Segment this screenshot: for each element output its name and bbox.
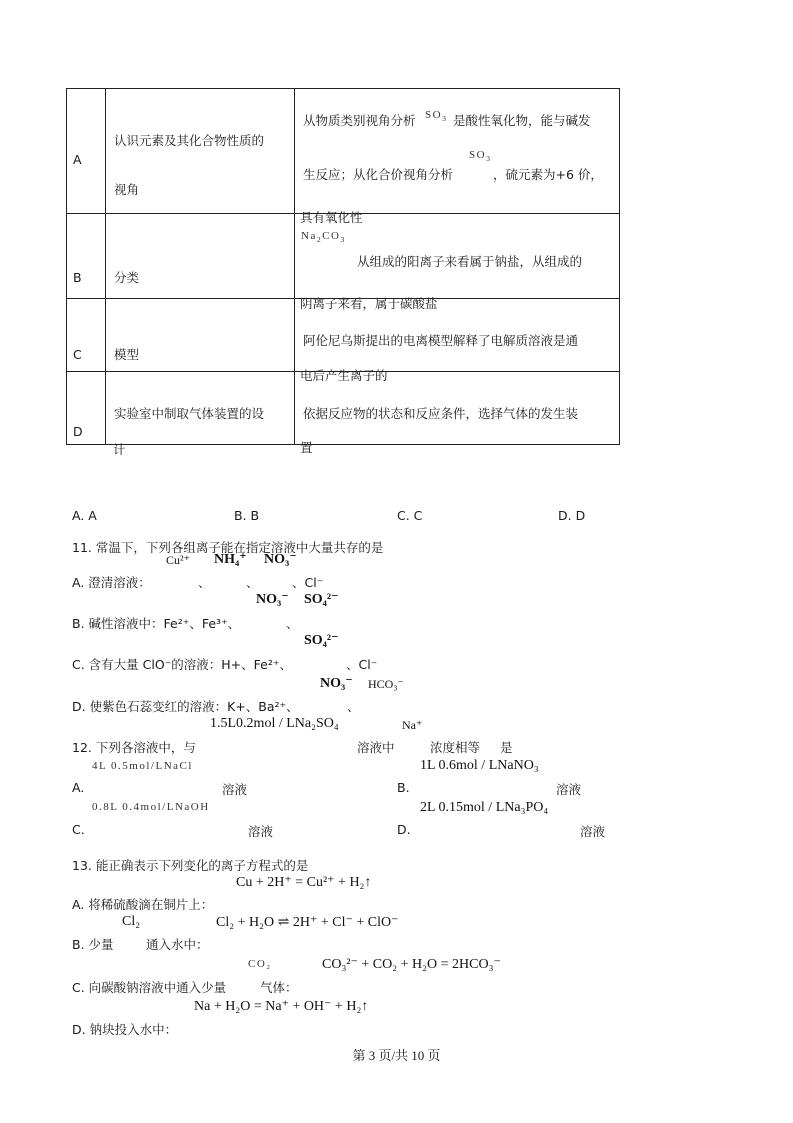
q12-option-c: C. <box>72 822 85 837</box>
row-category: 认识元素及其化合物性质的 <box>114 133 265 148</box>
q12-formula: 1.5L0.2mol / LNa₂SO₄ <box>210 716 339 731</box>
q10-option-b: B. B <box>234 508 260 523</box>
q11-option-c-tail: 、Cl⁻ <box>346 657 378 672</box>
q12-option-d-formula: 2L 0.15mol / LNa₃PO₄ <box>420 800 549 815</box>
row-category: 分类 <box>114 270 140 285</box>
formula-so3: $SO_3$ <box>425 109 448 124</box>
q13-stem: 13. 能正确表示下列变化的离子方程式的是 <box>72 858 309 873</box>
q11-option-a-tail: 、Cl⁻ <box>292 575 324 590</box>
q13-option-c-tail: 气体： <box>260 980 298 995</box>
options-table <box>66 88 620 445</box>
ion: NO₃⁻ <box>256 592 289 607</box>
equation: Cl₂ + H₂O ⇌ 2H⁺ + Cl⁻ + ClO⁻ <box>216 915 399 930</box>
row-letter: A <box>73 152 82 167</box>
ion: SO₄²⁻ <box>304 633 339 648</box>
q12-option-b-formula: 1L 0.6mol / LNaNO₃ <box>420 758 539 773</box>
separator: 、 <box>347 699 360 714</box>
separator: 、 <box>198 575 211 590</box>
q12-option-b-tail: 溶液 <box>556 782 582 797</box>
ion: HCO₃⁻ <box>368 677 404 691</box>
q10-option-a: A. A <box>72 508 97 523</box>
equation: Cu + 2H⁺ = Cu²⁺ + H₂↑ <box>236 875 372 890</box>
row-desc: 是酸性氧化物，能与碱发 <box>453 113 591 128</box>
q11-stem: 11. 常温下，下列各组离子能在指定溶液中大量共存的是 <box>72 540 384 555</box>
q12-option-c-tail: 溶液 <box>248 824 274 839</box>
ion: Cu²⁺ <box>166 553 190 567</box>
row-desc-overflow: 具有氧化性 <box>300 210 363 225</box>
row-letter: B <box>73 270 82 285</box>
q13-option-b-tail: 通入水中： <box>146 937 209 952</box>
q12-stem: 浓度相等 <box>430 740 481 755</box>
ion: Na⁺ <box>402 718 423 732</box>
row-desc: 从物质类别视角分析 <box>303 113 416 128</box>
q12-stem: 溶液中 <box>357 740 395 755</box>
ion: SO₄²⁻ <box>304 592 339 607</box>
q12-option-a-tail: 溶液 <box>222 782 248 797</box>
row-category-overflow: 计 <box>113 442 126 457</box>
q10-option-d: D. D <box>558 508 586 523</box>
q10-option-c: C. C <box>397 508 423 523</box>
formula-cl2: Cl₂ <box>122 914 141 929</box>
q12-stem: 是 <box>500 740 513 755</box>
row-desc: 从组成的阳离子来看属于钠盐，从组成的 <box>357 254 583 269</box>
q12-option-b: B. <box>397 780 410 795</box>
separator: 、 <box>286 616 299 631</box>
row-category: 模型 <box>114 347 140 362</box>
row-category: 实验室中制取气体装置的设 <box>114 406 265 421</box>
formula-so3: $SO_3$ <box>469 149 492 164</box>
q12-option-a-formula: 4L 0.5mol/LNaCl <box>92 760 193 772</box>
equation: CO₃²⁻ + CO₂ + H₂O = 2HCO₃⁻ <box>322 957 501 972</box>
q11-option-a: A. 澄清溶液： <box>72 575 151 590</box>
row-letter: C <box>73 347 82 362</box>
formula-na2co3: $Na_2CO_3$ <box>301 230 346 245</box>
q12-option-d: D. <box>397 822 411 837</box>
q13-option-c: C. 向碳酸钠溶液中通入少量 <box>72 980 227 995</box>
row-desc-overflow: 置 <box>300 440 313 455</box>
q13-option-d: D. 钠块投入水中： <box>72 1022 178 1037</box>
q13-option-b: B. 少量 <box>72 937 114 952</box>
row-desc-overflow: 电后产生离子的 <box>300 368 388 383</box>
row-desc-overflow: 阴离子来看，属于碳酸盐 <box>300 296 438 311</box>
row-desc: ，硫元素为+6 价， <box>493 167 603 182</box>
q12-option-a: A. <box>72 780 85 795</box>
q12-stem: 12. 下列各溶液中，与 <box>72 740 196 755</box>
q11-option-d: D. 使紫色石蕊变红的溶液：K+、Ba²⁺、 <box>72 699 299 714</box>
ion: NO₃⁻ <box>264 552 297 567</box>
formula-co2: CO₂ <box>248 958 272 970</box>
row-category-cont: 视角 <box>114 182 140 197</box>
q13-option-a: A. 将稀硫酸滴在铜片上： <box>72 897 214 912</box>
q11-option-c: C. 含有大量 ClO⁻的溶液：H+、Fe²⁺、 <box>72 657 292 672</box>
row-desc: 生反应；从化合价视角分析 <box>303 167 454 182</box>
ion: NH₄⁺ <box>214 552 247 567</box>
q12-option-d-tail: 溶液 <box>580 824 606 839</box>
ion: NO₃⁻ <box>320 676 353 691</box>
equation: Na + H₂O = Na⁺ + OH⁻ + H₂↑ <box>194 999 369 1014</box>
row-letter: D <box>73 424 83 439</box>
separator: 、 <box>246 575 259 590</box>
q12-option-c-formula: 0.8L 0.4mol/LNaOH <box>92 801 210 813</box>
page-footer: 第 3 页/共 10 页 <box>352 1048 441 1063</box>
q11-option-b: B. 碱性溶液中：Fe²⁺、Fe³⁺、 <box>72 616 241 631</box>
row-desc: 依据反应物的状态和反应条件，选择气体的发生装 <box>303 406 579 421</box>
row-desc: 阿伦尼乌斯提出的电离模型解释了电解质溶液是通 <box>303 333 579 348</box>
